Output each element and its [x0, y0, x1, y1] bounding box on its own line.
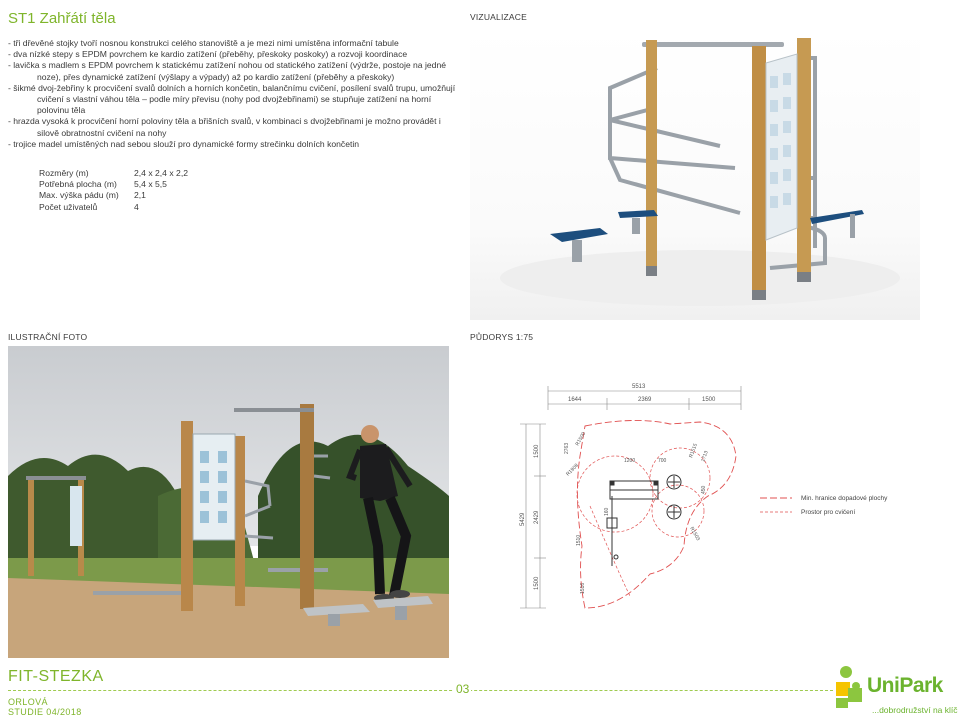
section-label-photo: ILUSTRAČNÍ FOTO [8, 332, 88, 342]
table-row [39, 168, 188, 179]
legend-label-impact: Min. hranice dopadové plochy [801, 495, 888, 502]
section-label-plan: PŮDORYS 1:75 [470, 332, 534, 342]
bench [810, 210, 864, 224]
plan-annotation: 160 [604, 507, 610, 516]
plan-annotation: 1516 [580, 582, 586, 594]
wooden-post [300, 404, 314, 609]
list-item: - tři dřevěné stojky tvoří nosnou konstrukci celého stanoviště a je mezi nimi umístěna informační tabule [8, 38, 399, 48]
param-value: 2,4 x 2,4 x 2,2 [134, 168, 188, 178]
dim-left-total: 5429 [520, 512, 526, 526]
plan-annotation: R1500 [574, 431, 588, 447]
page-number: 03 [456, 682, 470, 696]
param-label: Počet uživatelů [39, 201, 98, 212]
plan-annotation: R1503 [688, 526, 701, 542]
plan-annotation: 450 [701, 485, 707, 494]
dim-top-total: 5513 [632, 384, 646, 390]
list-item: - trojice madel umístěných nad sebou slouží pro dynamické formy strečinku dolních končetin [8, 138, 360, 149]
list-item: - šikmé dvoj-žebřiny k procvičení svalů dolních a horních končetin, balančnímu cvičení, posílení svalů trupu, umožňují cvičení s vlastní váhou těla – podle míry převisu (nohy pod dvojžebřinami) se stupňuje zatížení na horní polovinu těla [8, 82, 456, 116]
dim-left-2: 2429 [534, 510, 540, 524]
impact-area-outline [574, 420, 736, 608]
equipment-render [470, 28, 920, 320]
wooden-post [797, 38, 811, 278]
param-label: Potřebná plocha (m) [39, 179, 117, 190]
page-title: ST1 Zahřátí těla [8, 10, 116, 27]
plan-annotation: 1510 [576, 534, 582, 546]
list-item: - lavička s madlem s EPDM povrchem k statickému zatížení nohou od statického zatížení (výdrže, postoje na jedné noze), přes dynamické zatížení (výšlapy a výpady) až po kardio zatížení (přeběhy a přeskoky) [8, 60, 447, 82]
step-platform [550, 228, 608, 242]
brand-name: UniPark [867, 674, 943, 697]
param-value: 5,4 x 5,5 [134, 179, 167, 190]
param-label: Rozměry (m) [39, 168, 89, 178]
info-board [193, 434, 235, 540]
wooden-post [235, 436, 245, 606]
wooden-post [752, 46, 766, 296]
footer-title: FIT-STEZKA [8, 668, 104, 685]
footer-city: ORLOVÁ [8, 697, 48, 707]
parameters-table [39, 168, 188, 213]
plan-annotation: 700 [658, 458, 667, 464]
table-row [39, 202, 188, 213]
list-item: - dva nízké stepy s EPDM povrchem ke kardio zatížení (přeběhy, přeskoky poskoky) a rozvoji koordinace [8, 49, 408, 60]
dim-left-3: 1500 [534, 576, 540, 590]
brand-slogan: ...dobrodružství na klíč [872, 705, 958, 715]
wooden-post [646, 40, 657, 270]
footer-divider [8, 690, 833, 692]
table-row [39, 179, 188, 190]
param-value: 4 [134, 201, 139, 212]
table-row [39, 190, 188, 201]
illustrative-photo [8, 346, 449, 658]
param-label: Max. výška pádu (m) [39, 190, 119, 201]
floor-plan-drawing [470, 346, 920, 626]
plan-annotation: R1515 [688, 442, 699, 459]
dim-top-1: 1644 [568, 397, 582, 403]
dim-left-1: 1500 [534, 444, 540, 458]
legend-label-exercise: Prostor pro cvičení [801, 509, 856, 516]
plan-annotation: R1908 [565, 462, 580, 478]
visualization-render [470, 28, 920, 320]
plan-annotation: 2763 [564, 442, 570, 454]
photo-scene [8, 346, 449, 658]
floor-plan [470, 346, 920, 626]
plan-annotation: 1713 [700, 450, 710, 463]
description-list [8, 38, 458, 150]
plan-annotation: 1200 [624, 458, 636, 464]
wooden-post [181, 421, 193, 611]
exercise-space [577, 448, 710, 596]
section-label-visualization: VIZUALIZACE [470, 12, 527, 22]
footer-study: STUDIE 04/2018 [8, 707, 82, 717]
dim-top-2: 2369 [638, 397, 652, 403]
list-item: - hrazda vysoká k procvičení horní poloviny těla a břišních svalů, v kombinaci s dvojžebřinami je možno provádět i silově obratnostní cvičení na nohy [8, 116, 441, 138]
param-value: 2,1 [134, 190, 146, 201]
dim-top-3: 1500 [702, 397, 716, 403]
